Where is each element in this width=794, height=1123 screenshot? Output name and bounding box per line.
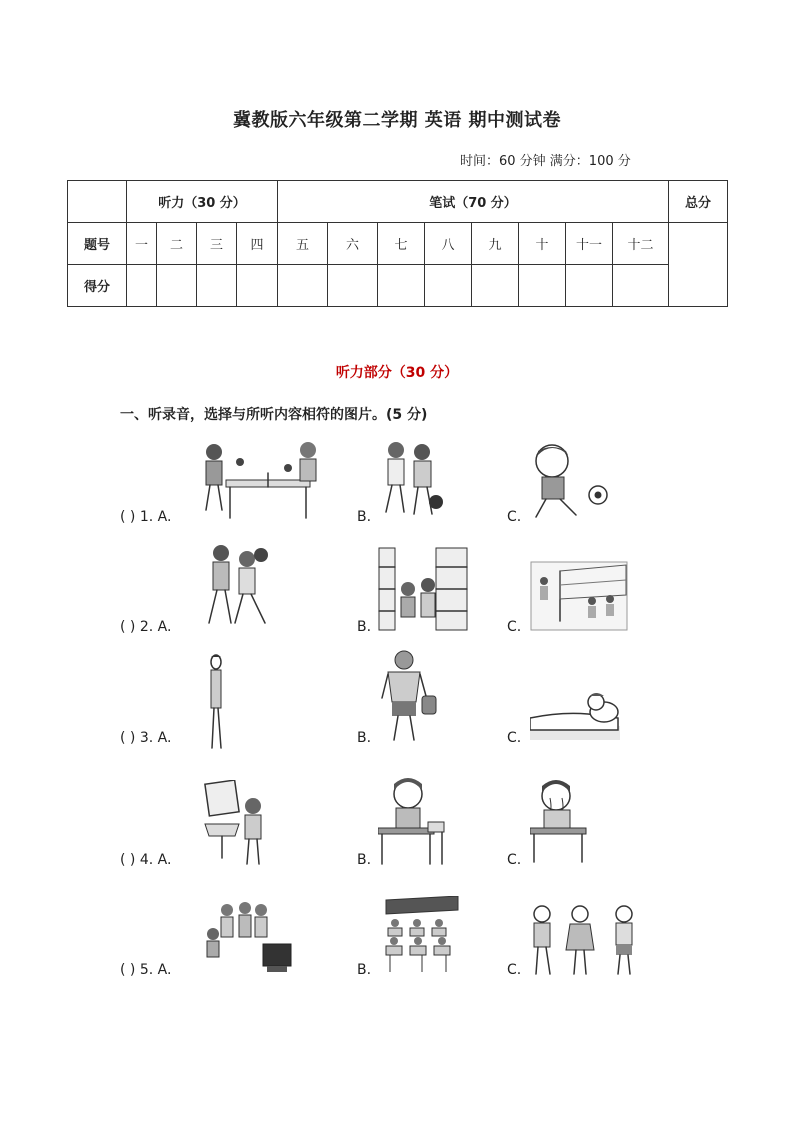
question-1-instruction: 一、听录音，选择与所听内容相符的图片。(5 分) — [120, 407, 428, 423]
option-b-label: B. — [357, 962, 372, 978]
answer-blank[interactable]: ( ) 3. A. — [120, 730, 172, 746]
column-label: 八 — [425, 223, 472, 265]
written-header: 笔试（70 分） — [278, 181, 669, 223]
option-b-label: B. — [357, 730, 372, 746]
boy-crying-icon — [530, 778, 588, 864]
boy-washing-face-icon — [203, 780, 267, 866]
column-label: 七 — [378, 223, 425, 265]
table-corner-cell — [68, 181, 127, 223]
ping-pong-players-icon — [200, 440, 326, 520]
column-label: 十二 — [613, 223, 669, 265]
library-kids-icon — [378, 547, 468, 631]
time-and-score-info: 时间：60 分钟 满分：100 分 — [460, 154, 631, 169]
option-b-label: B. — [357, 509, 372, 525]
list-item — [0, 415, 794, 525]
score-cell[interactable] — [278, 265, 328, 307]
column-label: 九 — [472, 223, 519, 265]
list-item — [0, 758, 794, 868]
score-cell[interactable] — [237, 265, 278, 307]
three-children-icon — [528, 904, 646, 976]
score-row — [68, 265, 728, 307]
family-watching-tv-icon — [203, 900, 295, 974]
list-item — [0, 868, 794, 978]
score-cell[interactable] — [157, 265, 197, 307]
thin-man-icon — [204, 654, 228, 750]
column-label: 一 — [127, 223, 157, 265]
row-label: 题号 — [68, 223, 127, 265]
answer-blank[interactable]: ( ) 1. A. — [120, 509, 172, 525]
column-label: 五 — [278, 223, 328, 265]
column-label: 六 — [328, 223, 378, 265]
score-cell[interactable] — [472, 265, 519, 307]
option-c-label: C. — [507, 730, 522, 746]
sick-person-in-bed-icon — [530, 688, 620, 740]
total-score-cell[interactable] — [669, 223, 728, 307]
score-cell[interactable] — [519, 265, 566, 307]
column-label: 十 — [519, 223, 566, 265]
soccer-boy-icon — [530, 443, 612, 521]
basketball-players-icon — [378, 440, 452, 522]
row-label: 得分 — [68, 265, 127, 307]
classroom-icon — [378, 896, 466, 976]
score-cell[interactable] — [425, 265, 472, 307]
option-c-label: C. — [507, 962, 522, 978]
option-b-label: B. — [357, 852, 372, 868]
basketball-game-icon — [203, 543, 275, 629]
score-cell[interactable] — [378, 265, 425, 307]
answer-blank[interactable]: ( ) 2. A. — [120, 619, 172, 635]
section-title: 听力部分（30 分） — [335, 365, 459, 381]
column-label: 十一 — [566, 223, 613, 265]
score-cell[interactable] — [328, 265, 378, 307]
column-label: 四 — [237, 223, 278, 265]
strong-man-icon — [378, 650, 440, 742]
column-label: 二 — [157, 223, 197, 265]
page-title: 冀教版六年级第二学期 英语 期中测试卷 — [232, 110, 562, 131]
question-number-row — [68, 223, 728, 265]
column-label: 三 — [197, 223, 237, 265]
total-header: 总分 — [669, 181, 728, 223]
option-c-label: C. — [507, 509, 522, 525]
option-b-label: B. — [357, 619, 372, 635]
score-table — [67, 180, 728, 307]
score-cell[interactable] — [197, 265, 237, 307]
list-item — [0, 525, 794, 635]
score-cell[interactable] — [127, 265, 157, 307]
score-cell[interactable] — [613, 265, 669, 307]
list-item — [0, 636, 794, 746]
option-c-label: C. — [507, 619, 522, 635]
answer-blank[interactable]: ( ) 5. A. — [120, 962, 172, 978]
score-cell[interactable] — [566, 265, 613, 307]
boy-at-desk-icon — [378, 776, 450, 866]
answer-blank[interactable]: ( ) 4. A. — [120, 852, 172, 868]
listening-header: 听力（30 分） — [127, 181, 278, 223]
volleyball-court-icon — [530, 561, 628, 631]
option-c-label: C. — [507, 852, 522, 868]
